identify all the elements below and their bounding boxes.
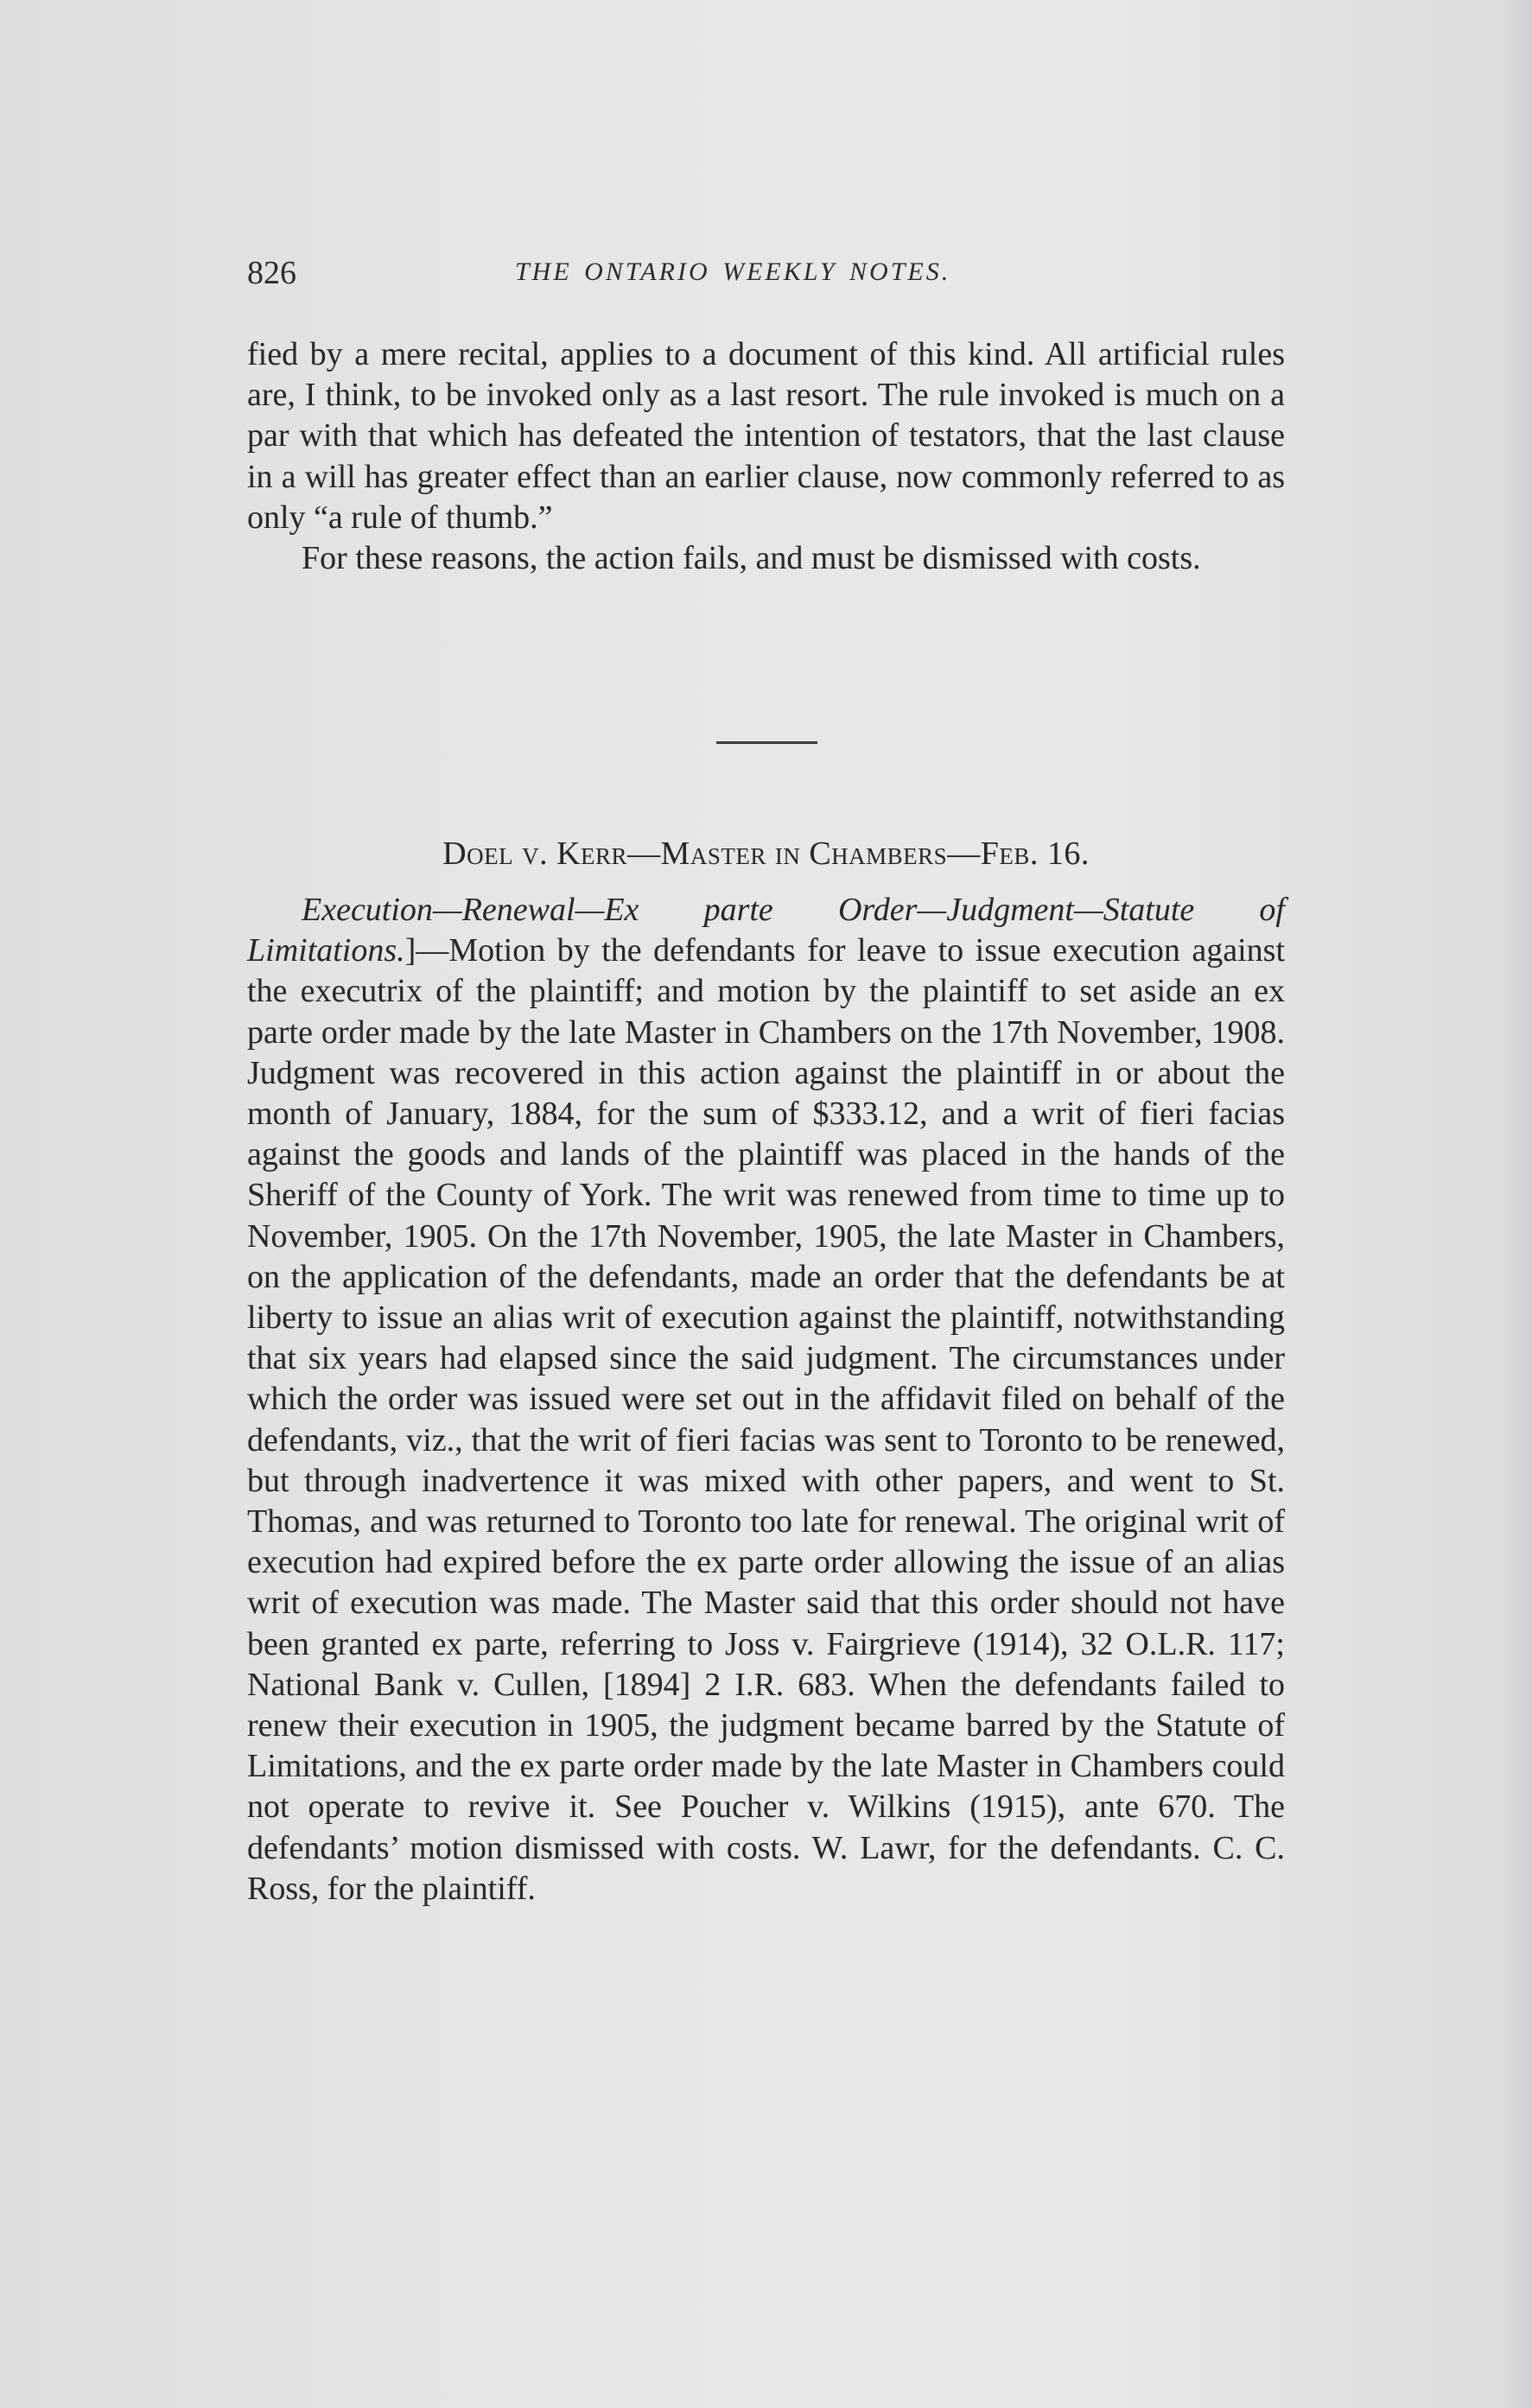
running-title: THE ONTARIO WEEKLY NOTES. <box>515 257 951 286</box>
case-paragraph <box>247 890 1285 1909</box>
headnote-keywords: Execution—Renewal—Ex parte Order—Judgment—Statute of Limitations. <box>247 892 1285 969</box>
paragraph: fied by a mere recital, applies to a document of this kind. All artificial rules are, I think, to be invoked only as a last resort. The rule invoked is much on a par with that which has defeated the intention of testators, that the last clause in a will has greater effect than an earlier clause, now commonly referred to as only “a rule of thumb.” <box>247 336 1285 536</box>
paragraph: For these reasons, the action fails, and must be dismissed with costs. <box>302 540 1201 577</box>
case-report <box>247 890 1285 1909</box>
previous-case-conclusion <box>247 334 1285 579</box>
page-number: 826 <box>247 255 296 291</box>
section-divider <box>716 741 817 744</box>
case-heading: Doel v. Kerr—Master in Chambers—Feb. 16. <box>442 835 1090 872</box>
page-header <box>247 251 1285 302</box>
case-body: ]—Motion by the defendants for leave to issue execution against the executrix of the plaintiff; and motion by the plaintiff to set aside an ex parte order made by the late Master in Chambers on the 17th November, 1908. Judgment was recovered in this action against the plaintiff in or about the month of January, 1884, for the sum of $333.12, and a writ of fieri facias against the goods and lands of the plaintiff was placed in the hands of the Sheriff of the County of York. The writ was renewed from time to time up to November, 1905. On the 17th November, 1905, the late Master in Chambers, on the application of the defendants, made an order that the defendants be at liberty to issue an alias writ of execution against the plaintiff, notwithstanding that six years had elapsed since the said judgment. The circumstances under which the order was issued were set out in the affidavit filed on behalf of the defendants, viz., that the writ of fieri facias was sent to Toronto to be renewed, but through inadvertence it was mixed with other papers, and went to St. Thomas, and was returned to Toronto too late for renewal. The original writ of execution had expired before the ex parte order allowing the issue of an alias writ of execution was made. The Master said that this order should not have been granted ex parte, referring to Joss v. Fairgrieve (1914), 32 O.L.R. 117; National Bank v. Cullen, [1894] 2 I.R. 683. When the defendants failed to renew their execution in 1905, the judgment became barred by the Statute of Limitations, and the ex parte order made by the late Master in Chambers could not operate to revive it. See Poucher v. Wilkins (1915), ante 670. The defendants’ motion dismissed with costs. W. Lawr, for the defendants. C. C. Ross, for the plaintiff. <box>247 932 1285 1907</box>
page-edge-shadow <box>1503 0 1532 2408</box>
